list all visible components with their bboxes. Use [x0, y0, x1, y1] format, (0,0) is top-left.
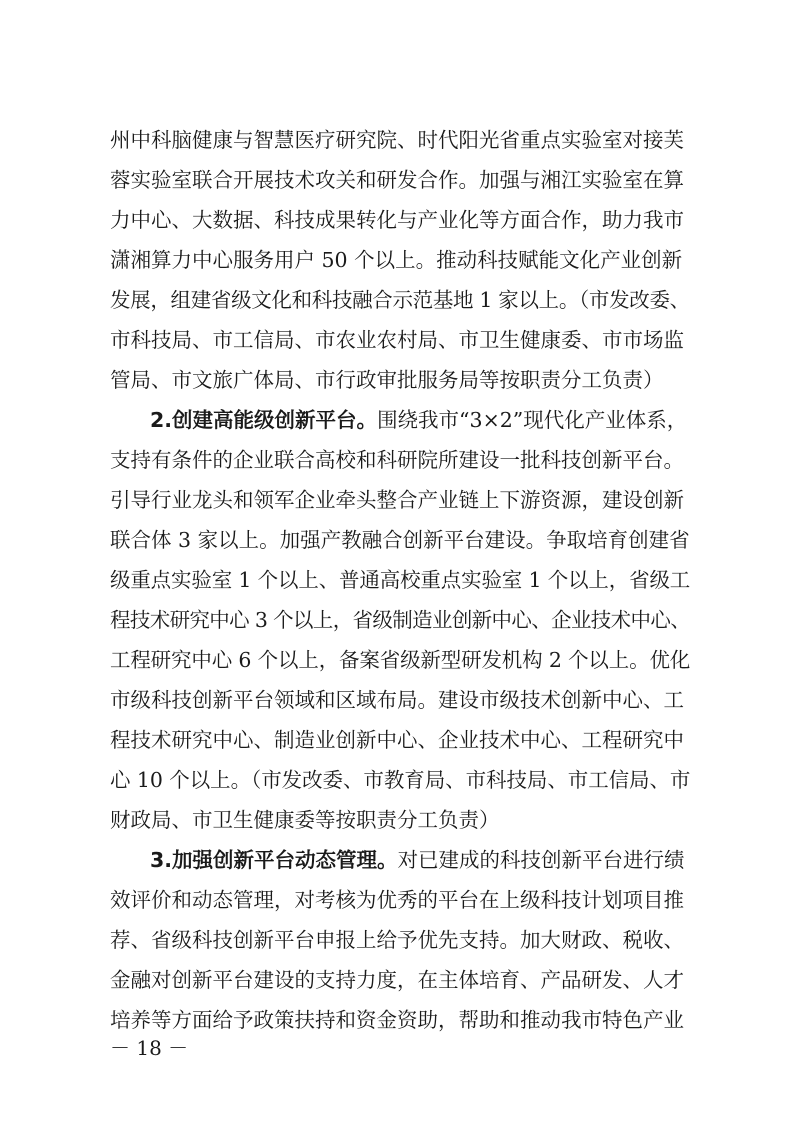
body-line [110, 280, 690, 320]
body-text: 心 10 个以上。（市发改委、市教育局、市科技局、市工信局、市 [110, 768, 691, 792]
body-text: 引导行业龙头和领军企业牵头整合产业链上下游资源，建设创新 [110, 488, 684, 512]
section-heading: 3.加强创新平台动态管理。 [150, 848, 398, 872]
body-text: 州中科脑健康与智慧医疗研究院、时代阳光省重点实验室对接芙 [110, 128, 684, 152]
body-line [110, 720, 690, 760]
body-text: 管局、市文旅广体局、市行政审批服务局等按职责分工负责） [110, 368, 664, 392]
body-text: 对已建成的科技创新平台进行绩 [397, 848, 685, 872]
body-text: 力中心、大数据、科技成果转化与产业化等方面合作，助力我市 [110, 208, 684, 232]
body-line [110, 760, 690, 800]
body-text: 效评价和动态管理，对考核为优秀的平台在上级科技计划项目推 [110, 888, 684, 912]
body-text: 级重点实验室 1 个以上、普通高校重点实验室 1 个以上，省级工 [110, 568, 691, 592]
body-line [110, 120, 690, 160]
body-text: 荐、省级科技创新平台申报上给予优先支持。加大财政、税收、 [110, 928, 684, 952]
body-line [110, 800, 690, 840]
body-text: 支持有条件的企业联合高校和科研院所建设一批科技创新平台。 [110, 448, 684, 472]
body-line [110, 600, 690, 640]
body-text: 围绕我市“3×2”现代化产业体系， [377, 408, 688, 432]
body-line [110, 240, 690, 280]
body-text: 培养等方面给予政策扶持和资金资助，帮助和推动我市特色产业 [110, 1008, 684, 1032]
body-line [110, 520, 690, 560]
body-text: 工程研究中心 6 个以上，备案省级新型研发机构 2 个以上。优化 [110, 648, 691, 672]
body-text: 发展，组建省级文化和科技融合示范基地 1 家以上。（市发改委、 [110, 288, 690, 312]
body-text: 程技术研究中心 3 个以上，省级制造业创新中心、企业技术中心、 [110, 608, 691, 632]
body-text: 市级科技创新平台领域和区域布局。建设市级技术创新中心、工 [110, 688, 684, 712]
section-heading: 2.创建高能级创新平台。 [150, 408, 378, 432]
body-line [110, 640, 690, 680]
body-line [110, 920, 690, 960]
body-line [110, 960, 690, 1000]
body-line [110, 320, 690, 360]
body-text: 金融对创新平台建设的支持力度，在主体培育、产品研发、人才 [110, 968, 684, 992]
body-text: 联合体 3 家以上。加强产教融合创新平台建设。争取培育创建省 [110, 528, 690, 552]
body-line [110, 880, 690, 920]
page-number: － 18 － [110, 1036, 189, 1060]
body-text: 市科技局、市工信局、市农业农村局、市卫生健康委、市市场监 [110, 328, 684, 352]
body-line [110, 160, 690, 200]
body-text: 潇湘算力中心服务用户 50 个以上。推动科技赋能文化产业创新 [110, 248, 683, 272]
body-line [110, 440, 690, 480]
body-line [110, 560, 690, 600]
body-line [110, 360, 690, 400]
body-text: 程技术研究中心、制造业创新中心、企业技术中心、工程研究中 [110, 728, 684, 752]
section-first-line [150, 840, 690, 880]
body-line [110, 480, 690, 520]
body-line [110, 1000, 690, 1040]
body-line [110, 200, 690, 240]
body-text: 蓉实验室联合开展技术攻关和研发合作。加强与湘江实验室在算 [110, 168, 684, 192]
section-first-line [150, 400, 690, 440]
body-text: 财政局、市卫生健康委等按职责分工负责） [110, 808, 500, 832]
body-line [110, 680, 690, 720]
